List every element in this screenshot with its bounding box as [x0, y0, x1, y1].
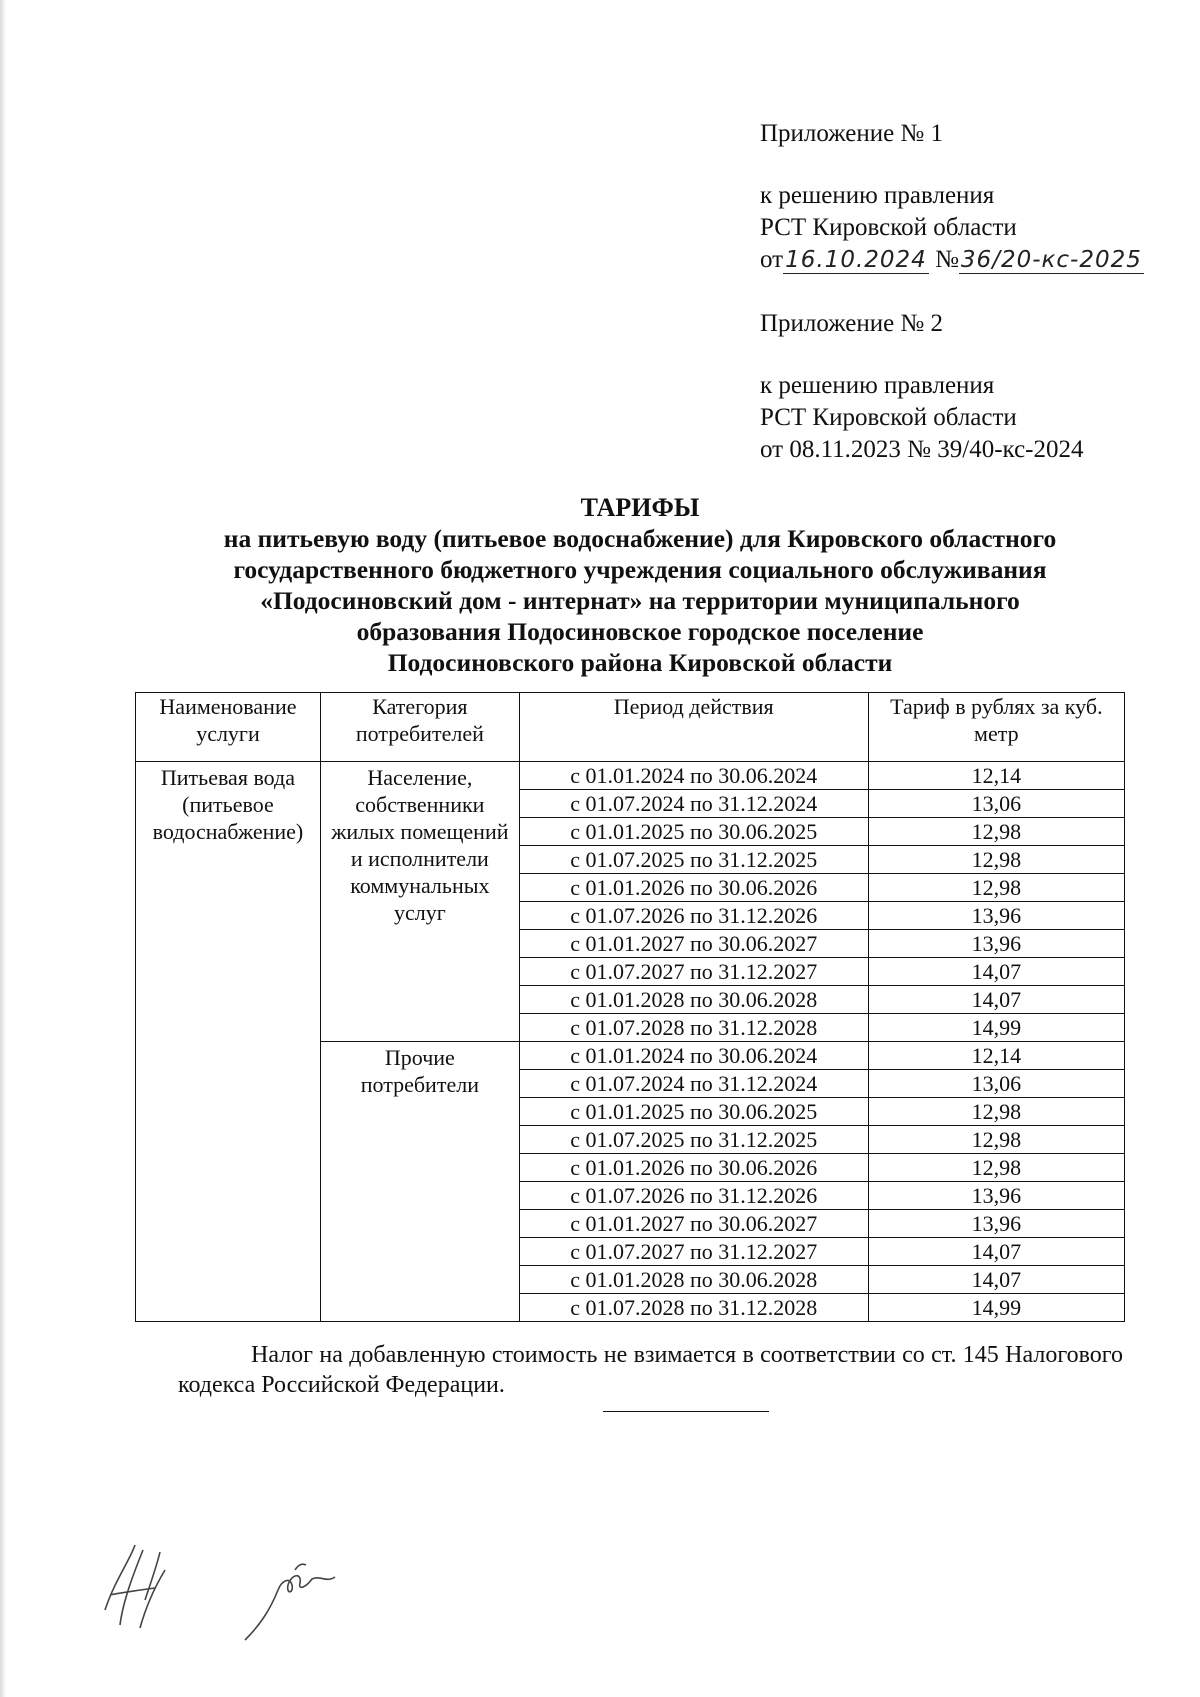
- document-heading: [140, 492, 1140, 678]
- signature-2: [240, 1555, 350, 1655]
- cell-tariff: 14,07: [868, 1266, 1124, 1294]
- cell-tariff: 13,96: [868, 930, 1124, 958]
- vat-note: Налог на добавленную стоимость не взимается в соответствии со ст. 145 Налогового кодекса Российской Федерации.: [178, 1342, 1123, 1398]
- cell-period: с 01.01.2028 по 30.06.2028: [519, 986, 868, 1014]
- cell-tariff: 13,96: [868, 902, 1124, 930]
- cell-tariff: 12,98: [868, 1126, 1124, 1154]
- cell-tariff: 14,99: [868, 1014, 1124, 1042]
- cell-period: с 01.01.2028 по 30.06.2028: [519, 1266, 868, 1294]
- appendix-1-title: Приложение № 1: [760, 120, 944, 147]
- cell-period: с 01.01.2026 по 30.06.2026: [519, 1154, 868, 1182]
- appendix-1-line2: РСТ Кировской области: [760, 214, 1017, 241]
- cell-tariff: 14,07: [868, 958, 1124, 986]
- cell-period: с 01.07.2027 по 31.12.2027: [519, 958, 868, 986]
- signature-1: [95, 1540, 185, 1635]
- cell-category: Население, собственники жилых помещений и исполнители коммунальных услуг: [320, 762, 519, 1042]
- handwritten-date: 16.10.2024: [785, 247, 927, 273]
- cell-service: Питьевая вода (питьевое водоснабжение): [136, 762, 321, 1322]
- cell-period: с 01.01.2024 по 30.06.2024: [519, 1042, 868, 1070]
- heading-title: ТАРИФЫ: [580, 493, 700, 522]
- cell-tariff: 12,98: [868, 818, 1124, 846]
- cell-period: с 01.01.2024 по 30.06.2024: [519, 762, 868, 790]
- cell-period: с 01.01.2027 по 30.06.2027: [519, 930, 868, 958]
- cell-period: с 01.07.2028 по 31.12.2028: [519, 1014, 868, 1042]
- cell-period: с 01.01.2025 по 30.06.2025: [519, 818, 868, 846]
- cell-period: с 01.07.2028 по 31.12.2028: [519, 1294, 868, 1322]
- cell-period: с 01.01.2025 по 30.06.2025: [519, 1098, 868, 1126]
- cell-period: с 01.07.2025 по 31.12.2025: [519, 1126, 868, 1154]
- cell-tariff: 14,07: [868, 986, 1124, 1014]
- end-rule: [603, 1411, 769, 1412]
- appendix-2-block: [760, 308, 1180, 466]
- scan-edge-shadow: [0, 0, 6, 1697]
- cell-tariff: 12,14: [868, 762, 1124, 790]
- table-row: [136, 762, 1125, 790]
- header-category: Категория потребителей: [320, 693, 519, 762]
- handwritten-number: 36/20-кс-2025: [960, 247, 1142, 273]
- cell-tariff: 12,98: [868, 1154, 1124, 1182]
- cell-tariff: 14,99: [868, 1294, 1124, 1322]
- cell-period: с 01.07.2025 по 31.12.2025: [519, 846, 868, 874]
- heading-line: образования Подосиновское городское поселение: [356, 617, 924, 646]
- cell-period: с 01.07.2026 по 31.12.2026: [519, 902, 868, 930]
- cell-tariff: 13,06: [868, 790, 1124, 818]
- cell-tariff: 13,96: [868, 1210, 1124, 1238]
- cell-period: с 01.01.2026 по 30.06.2026: [519, 874, 868, 902]
- cell-period: с 01.07.2024 по 31.12.2024: [519, 1070, 868, 1098]
- appendix-1-block: [760, 118, 1180, 276]
- cell-period: с 01.01.2027 по 30.06.2027: [519, 1210, 868, 1238]
- heading-line: государственного бюджетного учреждения социального обслуживания: [233, 555, 1047, 584]
- appendix-2-line3: от 08.11.2023 № 39/40-кс-2024: [760, 436, 1084, 463]
- heading-line: на питьевую воду (питьевое водоснабжение) для Кировского областного: [223, 524, 1057, 553]
- appendix-2-line1: к решению правления: [760, 372, 995, 399]
- cell-tariff: 13,96: [868, 1182, 1124, 1210]
- appendix-1-from-prefix: от: [760, 246, 784, 273]
- cell-period: с 01.07.2026 по 31.12.2026: [519, 1182, 868, 1210]
- cell-tariff: 12,14: [868, 1042, 1124, 1070]
- appendix-2-title: Приложение № 2: [760, 310, 944, 337]
- appendix-2-line2: РСТ Кировской области: [760, 404, 1017, 431]
- cell-category: Прочие потребители: [320, 1042, 519, 1322]
- appendix-1-date-line: [760, 244, 1180, 276]
- cell-tariff: 12,98: [868, 846, 1124, 874]
- cell-tariff: 12,98: [868, 874, 1124, 902]
- cell-tariff: 12,98: [868, 1098, 1124, 1126]
- cell-period: с 01.07.2027 по 31.12.2027: [519, 1238, 868, 1266]
- header-service: Наименование услуги: [136, 693, 321, 762]
- header-tariff: Тариф в рублях за куб. метр: [868, 693, 1124, 762]
- appendix-1-no-prefix: №: [935, 246, 959, 273]
- heading-line: «Подосиновский дом - интернат» на территории муниципального: [260, 586, 1020, 615]
- table-header-row: [136, 693, 1125, 762]
- cell-tariff: 13,06: [868, 1070, 1124, 1098]
- cell-period: с 01.07.2024 по 31.12.2024: [519, 790, 868, 818]
- appendix-1-line1: к решению правления: [760, 182, 995, 209]
- heading-line: Подосиновского района Кировской области: [387, 648, 893, 677]
- cell-tariff: 14,07: [868, 1238, 1124, 1266]
- header-period: Период действия: [519, 693, 868, 762]
- tariff-table: [135, 692, 1125, 1322]
- table-body: [136, 762, 1125, 1322]
